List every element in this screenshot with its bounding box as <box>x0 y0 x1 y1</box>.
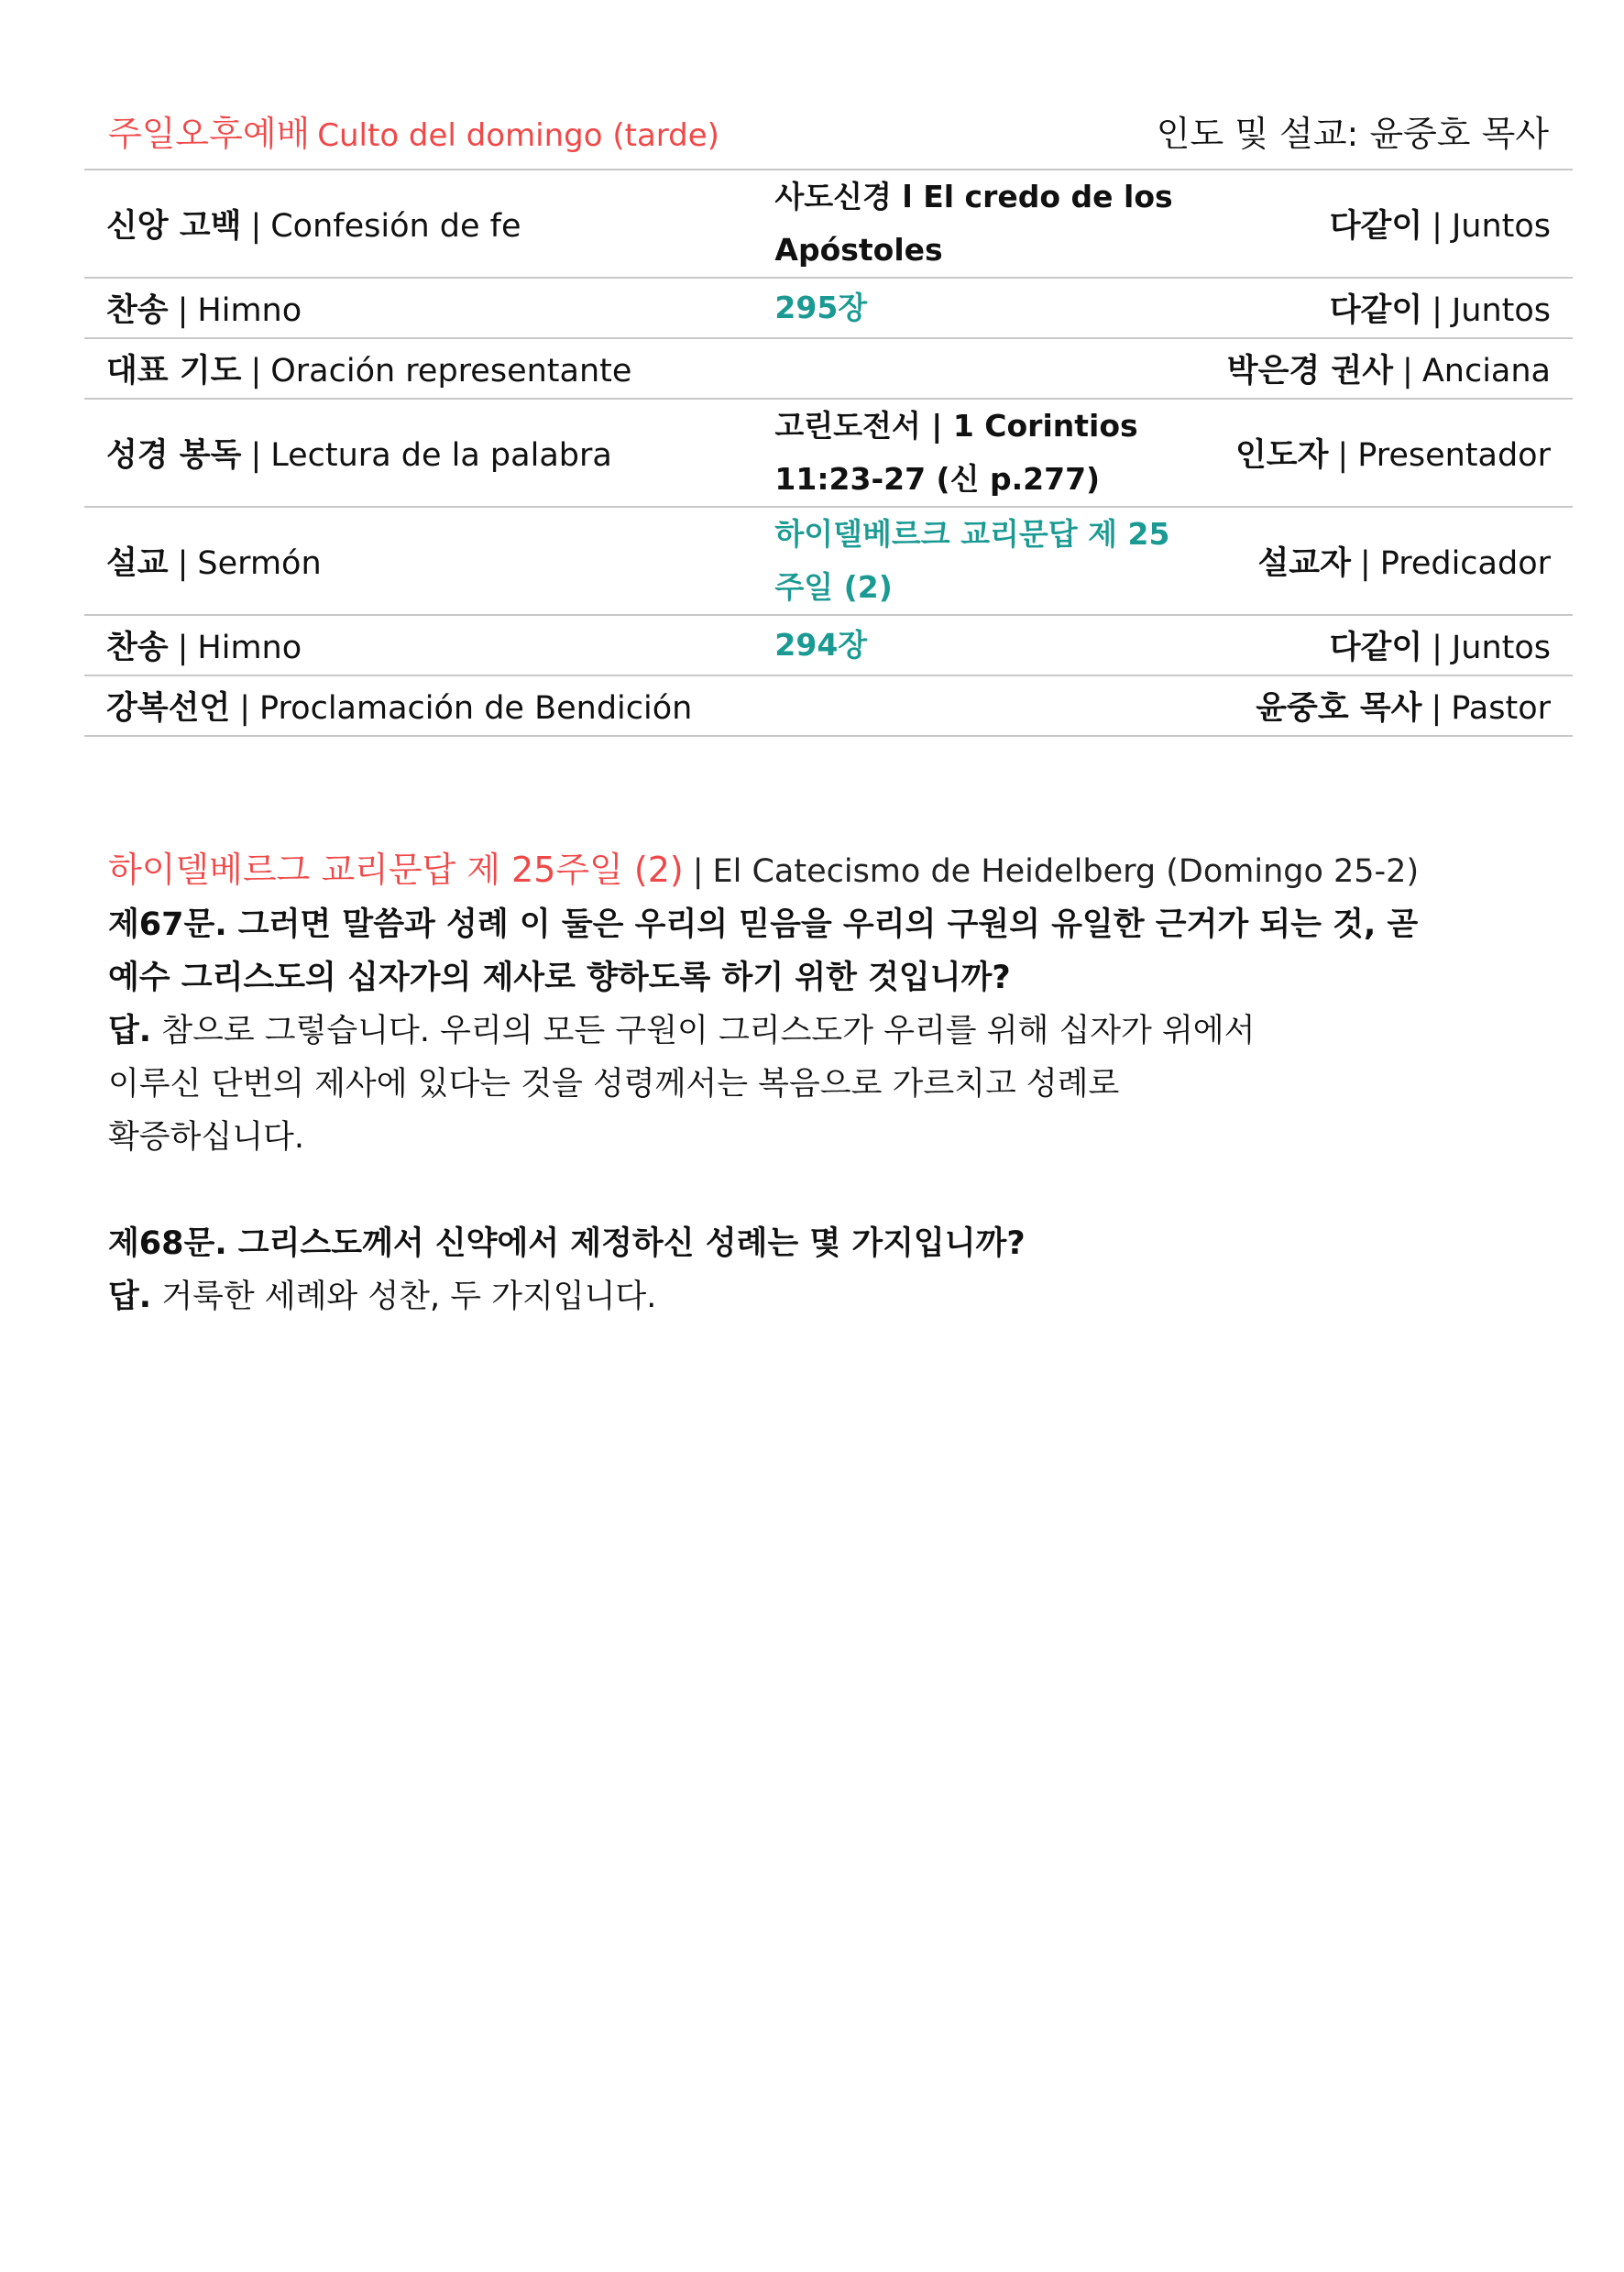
table-row <box>84 507 1573 615</box>
item-name: 강복선언 | Proclamación de Bendición <box>84 675 729 736</box>
table-row <box>84 675 1573 736</box>
service-header <box>108 108 1549 159</box>
question-67-line2: 예수 그리스도의 십자가의 제사로 향하도록 하기 위한 것입니까? <box>108 960 1011 996</box>
item-content: 295장 <box>729 278 1204 338</box>
answer-67-line3: 확증하십니다. <box>108 1119 304 1156</box>
item-by: 다같이 | Juntos <box>1205 170 1573 278</box>
service-title <box>108 108 719 161</box>
item-content: 고린도전서 | 1 Corintios 11:23-27 (신 p.277) <box>729 399 1204 507</box>
item-content: 사도신경 l El credo de los Apóstoles <box>729 170 1204 278</box>
answer-68: 답. 거룩한 세례와 성찬, 두 가지입니다. <box>108 1279 657 1315</box>
item-name: 설교 | Sermón <box>84 507 729 615</box>
item-name: 찬송 | Himno <box>84 278 729 338</box>
item-by: 다같이 | Juntos <box>1205 615 1573 675</box>
service-leader: 인도 및 설교: 윤중호 목사 <box>1156 114 1549 154</box>
item-content <box>729 675 1204 736</box>
catechism-title: 하이델베르그 교리문답 제 25주일 (2) | El Catecismo de Heidelberg (Domingo 25-2) <box>108 850 1420 890</box>
item-content: 하이델베르크 교리문답 제 25주일 (2) <box>729 507 1204 615</box>
item-by: 박은경 권사 | Anciana <box>1205 338 1573 399</box>
question-67-line1: 제67문. 그러면 말씀과 성례 이 둘은 우리의 믿음을 우리의 구원의 유일한 근거가 되는 것, 곧 <box>108 906 1419 943</box>
item-content <box>729 338 1204 399</box>
item-by: 설교자 | Predicador <box>1205 507 1573 615</box>
answer-67-line1: 답. 참으로 그렇습니다. 우리의 모든 구원이 그리스도가 우리를 위해 십자가 위에서 <box>108 1013 1256 1049</box>
item-by: 윤중호 목사 | Pastor <box>1205 675 1573 736</box>
item-name: 대표 기도 | Oración representante <box>84 338 729 399</box>
item-by: 다같이 | Juntos <box>1205 278 1573 338</box>
table-row <box>84 278 1573 338</box>
table-row <box>84 615 1573 675</box>
table-row <box>84 399 1573 507</box>
catechism-section <box>108 843 1556 1323</box>
item-by: 인도자 | Presentador <box>1205 399 1573 507</box>
table-row <box>84 170 1573 278</box>
question-68: 제68문. 그리스도께서 신약에서 제정하신 성례는 몇 가지입니까? <box>108 1225 1026 1262</box>
answer-67-line2: 이루신 단번의 제사에 있다는 것을 성령께서는 복음으로 가르치고 성례로 <box>108 1066 1120 1103</box>
item-content: 294장 <box>729 615 1204 675</box>
service-title-ko: 주일오후예배 <box>108 114 311 154</box>
item-name: 찬송 | Himno <box>84 615 729 675</box>
item-name: 성경 봉독 | Lectura de la palabra <box>84 399 729 507</box>
service-title-es: Culto del domingo (tarde) <box>317 117 719 154</box>
item-name: 신앙 고백 | Confesión de fe <box>84 170 729 278</box>
order-of-worship-table <box>84 169 1573 737</box>
table-row <box>84 338 1573 399</box>
